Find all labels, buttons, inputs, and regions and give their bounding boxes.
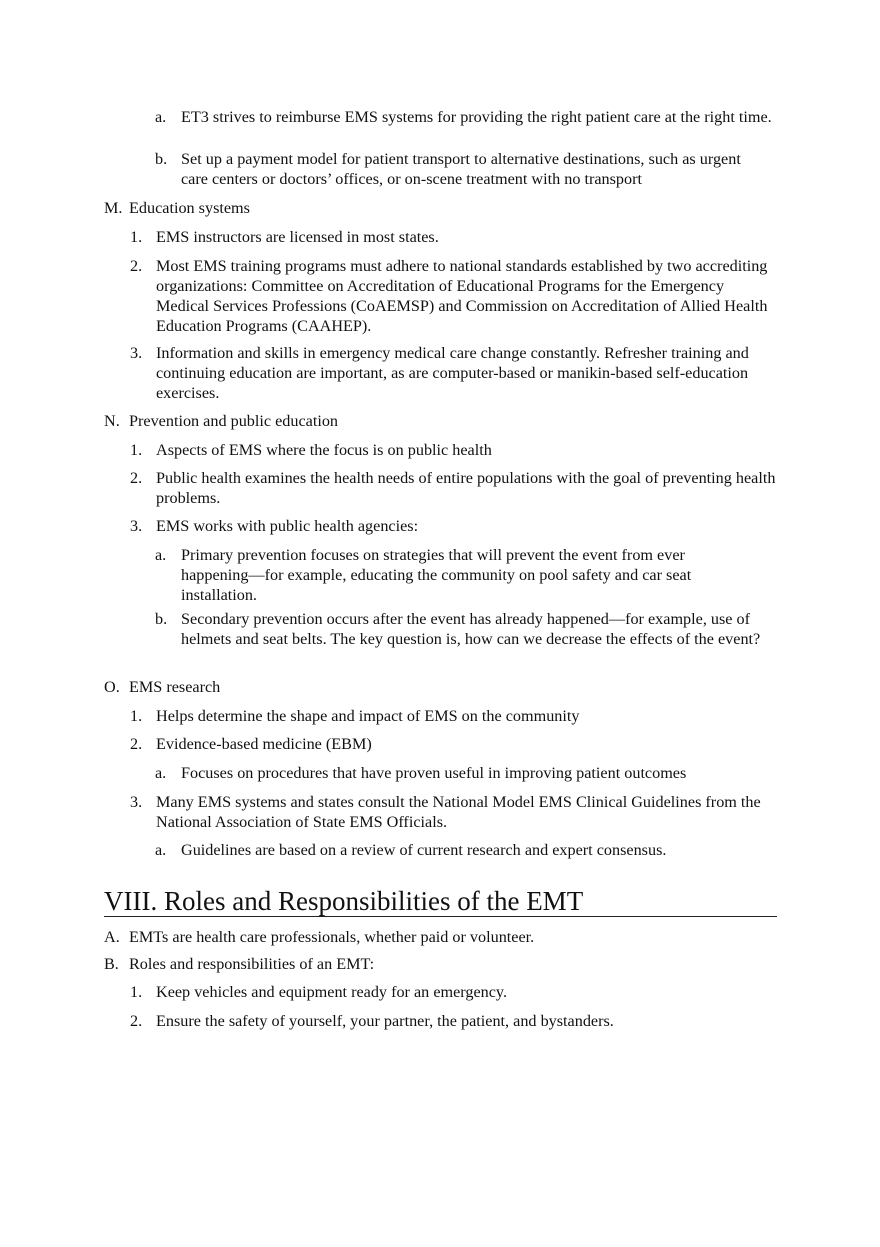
list-item xyxy=(104,927,777,947)
list-item-text: EMS works with public health agencies: xyxy=(156,517,419,535)
section-title: EMS research xyxy=(129,678,221,696)
section-heading xyxy=(104,411,749,431)
list-item xyxy=(155,609,773,649)
list-item xyxy=(130,256,776,336)
list-item-text: EMS instructors are licensed in most states. xyxy=(156,228,439,246)
list-item xyxy=(130,343,768,403)
list-item-text: Evidence-based medicine (EBM) xyxy=(156,735,372,753)
list-item-label: 3. xyxy=(130,793,143,811)
list-item-label: 2. xyxy=(130,469,143,487)
section-label: O. xyxy=(104,678,120,696)
list-item xyxy=(130,1011,776,1031)
list-item-text: Primary prevention focuses on strategies that will prevent the event from ever happening—for example, educating the community on pool safety and car seat installation. xyxy=(181,546,692,604)
list-item-label: b. xyxy=(155,610,168,628)
section-heading xyxy=(104,677,749,697)
list-item xyxy=(130,792,776,832)
list-item-text: Information and skills in emergency medical care change constantly. Refresher training and continuing education are important, as are computer-based or manikin-based self-education exercises. xyxy=(156,344,749,402)
list-item-text: Focuses on procedures that have proven useful in improving patient outcomes xyxy=(181,764,687,782)
list-item-label: 2. xyxy=(130,257,143,275)
list-item-label: a. xyxy=(155,546,167,564)
list-item xyxy=(155,545,747,605)
section-label: N. xyxy=(104,412,120,430)
list-item xyxy=(130,982,776,1002)
list-item-label: 1. xyxy=(130,441,143,459)
list-item xyxy=(130,227,776,247)
list-item xyxy=(155,763,777,783)
list-item-label: 1. xyxy=(130,707,143,725)
list-item-text: Secondary prevention occurs after the event has already happened—for example, use of helmets and seat belts. The key question is, how can we decrease the effects of the event? xyxy=(181,610,761,648)
list-item-text: Most EMS training programs must adhere to national standards established by two accrediting organizations: Committee on Accreditation of Educational Programs for the Emergency Medical Services Professions (CoAEMSP) and Commission on Accreditation of Allied Health Education Programs (CAAHEP). xyxy=(156,257,768,335)
list-item-label: 3. xyxy=(130,344,143,362)
list-item-text: EMTs are health care professionals, whether paid or volunteer. xyxy=(129,928,535,946)
list-item xyxy=(155,149,761,189)
list-item-label: 3. xyxy=(130,517,143,535)
list-item-text: Aspects of EMS where the focus is on public health xyxy=(156,441,492,459)
list-item xyxy=(155,840,777,860)
list-item xyxy=(155,107,777,127)
list-item-label: 1. xyxy=(130,228,143,246)
list-item xyxy=(130,706,776,726)
list-item-text: Helps determine the shape and impact of EMS on the community xyxy=(156,707,580,725)
list-item-label: B. xyxy=(104,955,119,973)
list-item xyxy=(104,954,777,974)
list-item-label: 2. xyxy=(130,1012,143,1030)
list-item xyxy=(130,440,776,460)
section-title: Prevention and public education xyxy=(129,412,339,430)
list-item-label: a. xyxy=(155,108,167,126)
page-heading: VIII. Roles and Responsibilities of the EMT xyxy=(104,886,777,917)
list-item-text: Roles and responsibilities of an EMT: xyxy=(129,955,375,973)
list-item-text: Public health examines the health needs of entire populations with the goal of preventing health problems. xyxy=(156,469,776,507)
list-item xyxy=(130,468,776,508)
list-item-label: a. xyxy=(155,764,167,782)
section-label: M. xyxy=(104,199,123,217)
list-item xyxy=(130,734,776,754)
list-item-label: 1. xyxy=(130,983,143,1001)
list-item-text: Keep vehicles and equipment ready for an emergency. xyxy=(156,983,508,1001)
list-item-text: Many EMS systems and states consult the National Model EMS Clinical Guidelines from the National Association of State EMS Officials. xyxy=(156,793,761,831)
section-title: Education systems xyxy=(129,199,250,217)
list-item-text: Ensure the safety of yourself, your partner, the patient, and bystanders. xyxy=(156,1012,614,1030)
list-item xyxy=(130,516,776,536)
list-item-label: b. xyxy=(155,150,168,168)
list-item-text: Guidelines are based on a review of current research and expert consensus. xyxy=(181,841,667,859)
list-item-text: Set up a payment model for patient transport to alternative destinations, such as urgent care centers or doctors’ offices, or on-scene treatment with no transport xyxy=(181,150,741,188)
list-item-label: A. xyxy=(104,928,120,946)
section-heading xyxy=(104,198,749,218)
list-item-label: a. xyxy=(155,841,167,859)
list-item-label: 2. xyxy=(130,735,143,753)
list-item-text: ET3 strives to reimburse EMS systems for providing the right patient care at the right time. xyxy=(181,108,772,126)
